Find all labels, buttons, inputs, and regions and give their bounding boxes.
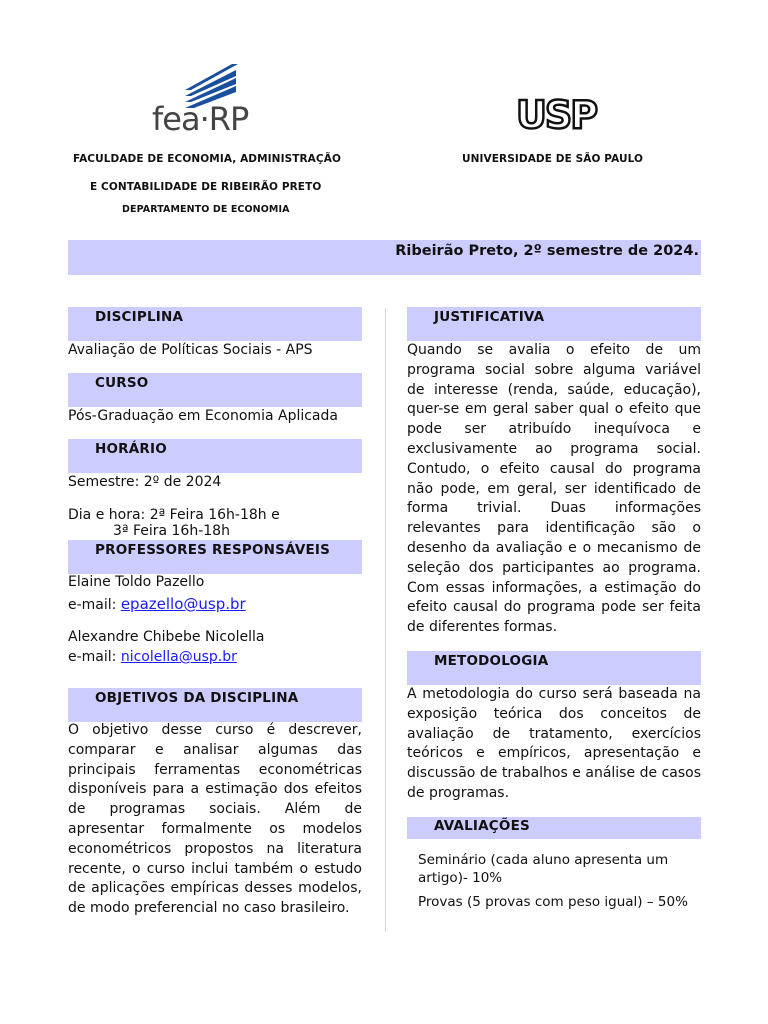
disciplina-text: Avaliação de Políticas Sociais - APS — [68, 342, 313, 358]
dia-hora-line2: 3ª Feira 16h-18h — [113, 523, 230, 539]
section-professores — [68, 540, 362, 574]
section-title: METODOLOGIA — [434, 653, 549, 669]
prof1-name: Elaine Toldo Pazello — [68, 574, 205, 590]
section-title: JUSTIFICATIVA — [434, 309, 545, 325]
email-label: e-mail: — [68, 649, 121, 665]
prof1-email-line — [68, 595, 368, 616]
department-name: DEPARTAMENTO DE ECONOMIA — [122, 204, 290, 215]
section-metodologia — [407, 651, 701, 685]
section-title: OBJETIVOS DA DISCIPLINA — [95, 690, 299, 706]
column-divider — [385, 308, 386, 932]
semestre-text: Semestre: 2º de 2024 — [68, 474, 222, 490]
section-title: CURSO — [95, 375, 149, 391]
usp-logo-text: USP — [516, 93, 597, 137]
prof2-email-link[interactable]: nicolella@usp.br — [120, 649, 237, 665]
prof2-email-line — [68, 648, 368, 668]
curso-text: Pós-Graduação em Economia Aplicada — [68, 408, 338, 424]
faculty-name-line2: E CONTABILIDADE DE RIBEIRÃO PRETO — [90, 181, 322, 193]
section-avaliacoes — [407, 817, 701, 839]
usp-logo — [516, 94, 606, 136]
section-objetivos — [68, 688, 362, 722]
fea-rp-logo — [150, 60, 260, 140]
avaliacao-item-1b: artigo)- 10% — [418, 870, 503, 886]
section-title: AVALIAÇÕES — [434, 818, 530, 834]
university-name: UNIVERSIDADE DE SÃO PAULO — [462, 153, 644, 165]
section-horario — [68, 439, 362, 473]
avaliacao-item-1a: Seminário (cada aluno apresenta um — [418, 852, 669, 868]
dia-hora-line1: Dia e hora: 2ª Feira 16h-18h e — [68, 507, 280, 523]
justificativa-text: Quando se avalia o efeito de um programa social sobre alguma variável de interesse (renda, saúde, educação), quer-se em geral saber qual o efeito que pode ser atribuído inequívoca e exclusivamente ao programa social. Contudo, o efeito causal do programa não pode, em geral, ser identificado de forma trivial. Duas informações relevantes para identificação são o desenho da avaliação e o mecanismo de seleção dos participantes ao programa. Com essas informações, a estimação do efeito causal do programa pode ser feita de diferentes formas. — [407, 342, 701, 636]
section-justificativa — [407, 307, 701, 341]
faculty-name-line1: FACULDADE DE ECONOMIA, ADMINISTRAÇÃO — [73, 153, 341, 165]
prof2-name: Alexandre Chibebe Nicolella — [68, 629, 265, 645]
section-title: HORÁRIO — [95, 441, 167, 457]
section-disciplina — [68, 307, 362, 341]
section-title: DISCIPLINA — [95, 309, 184, 325]
section-title: PROFESSORES RESPONSÁVEIS — [95, 542, 331, 558]
metodologia-text: A metodologia do curso será baseada na exposição teórica dos conceitos de avaliação de tratamento, exercícios teóricos e empíricos, apresentação e discussão de trabalhos e análise de casos de programas. — [407, 686, 701, 801]
fea-rp-logo-text: fea·RP — [152, 100, 249, 138]
email-label: e-mail: — [68, 597, 121, 613]
place-date: Ribeirão Preto, 2º semestre de 2024. — [395, 243, 699, 259]
objetivos-text: O objetivo desse curso é descrever, comparar e analisar algumas das principais ferramentas econométricas disponíveis para a estimação dos efeitos de programas sociais. Além de apresentar formalmente os modelos econométricos propostos na literatura recente, o curso inclui também o estudo de aplicações empíricas desses modelos, de modo preferencial no caso brasileiro. — [68, 722, 362, 917]
date-banner — [68, 240, 701, 275]
prof1-email-link[interactable]: epazello@usp.br — [120, 595, 246, 613]
avaliacao-item-2: Provas (5 provas com peso igual) – 50% — [418, 894, 688, 910]
section-curso — [68, 373, 362, 407]
